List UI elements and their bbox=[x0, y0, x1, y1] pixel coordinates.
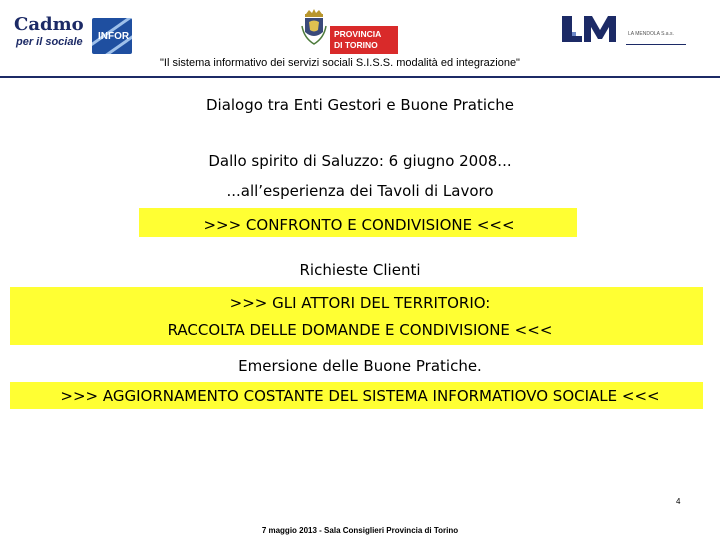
text-attori: >>> GLI ATTORI DEL TERRITORIO: bbox=[229, 294, 491, 312]
text-emersione: Emersione delle Buone Pratiche. bbox=[238, 357, 482, 375]
lm-monogram-icon bbox=[560, 14, 626, 44]
provincia-line1: PROVINCIA bbox=[334, 29, 382, 39]
cadmo-logo bbox=[14, 14, 130, 56]
cadmo-logo-badge bbox=[92, 18, 132, 54]
footer-text: 7 maggio 2013 - Sala Consiglieri Provincia di Torino bbox=[261, 526, 459, 535]
provincia-crest-icon bbox=[300, 8, 328, 54]
provincia-name-box bbox=[330, 26, 398, 54]
header-divider bbox=[0, 76, 720, 78]
page-number: 4 bbox=[676, 497, 681, 506]
text-saluzzo: Dallo spirito di Saluzzo: 6 giugno 2008... bbox=[208, 152, 512, 170]
text-tavoli: ...all’esperienza dei Tavoli di Lavoro bbox=[226, 182, 494, 200]
cadmo-logo-title: Cadmo bbox=[14, 14, 84, 35]
lm-logo-text: LA MENDOLA S.a.s. bbox=[628, 31, 674, 37]
provincia-line2: DI TORINO bbox=[334, 40, 378, 50]
text-aggiornamento: >>> AGGIORNAMENTO COSTANTE DEL SISTEMA INFORMATIOVO SOCIALE <<< bbox=[60, 387, 660, 405]
text-confronto: >>> CONFRONTO E CONDIVISIONE <<< bbox=[203, 216, 515, 234]
la-mendola-logo bbox=[560, 14, 690, 48]
cadmo-logo-subtitle: per il sociale bbox=[16, 36, 83, 48]
text-raccolta: RACCOLTA DELLE DOMANDE E CONDIVISIONE <<< bbox=[167, 321, 553, 339]
header-tagline: "Il sistema informativo dei servizi sociali S.I.S.S. modalità ed integrazione" bbox=[160, 57, 520, 69]
slide-title: Dialogo tra Enti Gestori e Buone Pratiche bbox=[205, 96, 514, 114]
provincia-torino-logo bbox=[300, 8, 400, 54]
cadmo-badge-text: INFOR bbox=[98, 31, 130, 42]
text-richieste-clienti: Richieste Clienti bbox=[299, 261, 421, 279]
lm-logo-rule bbox=[626, 44, 686, 45]
